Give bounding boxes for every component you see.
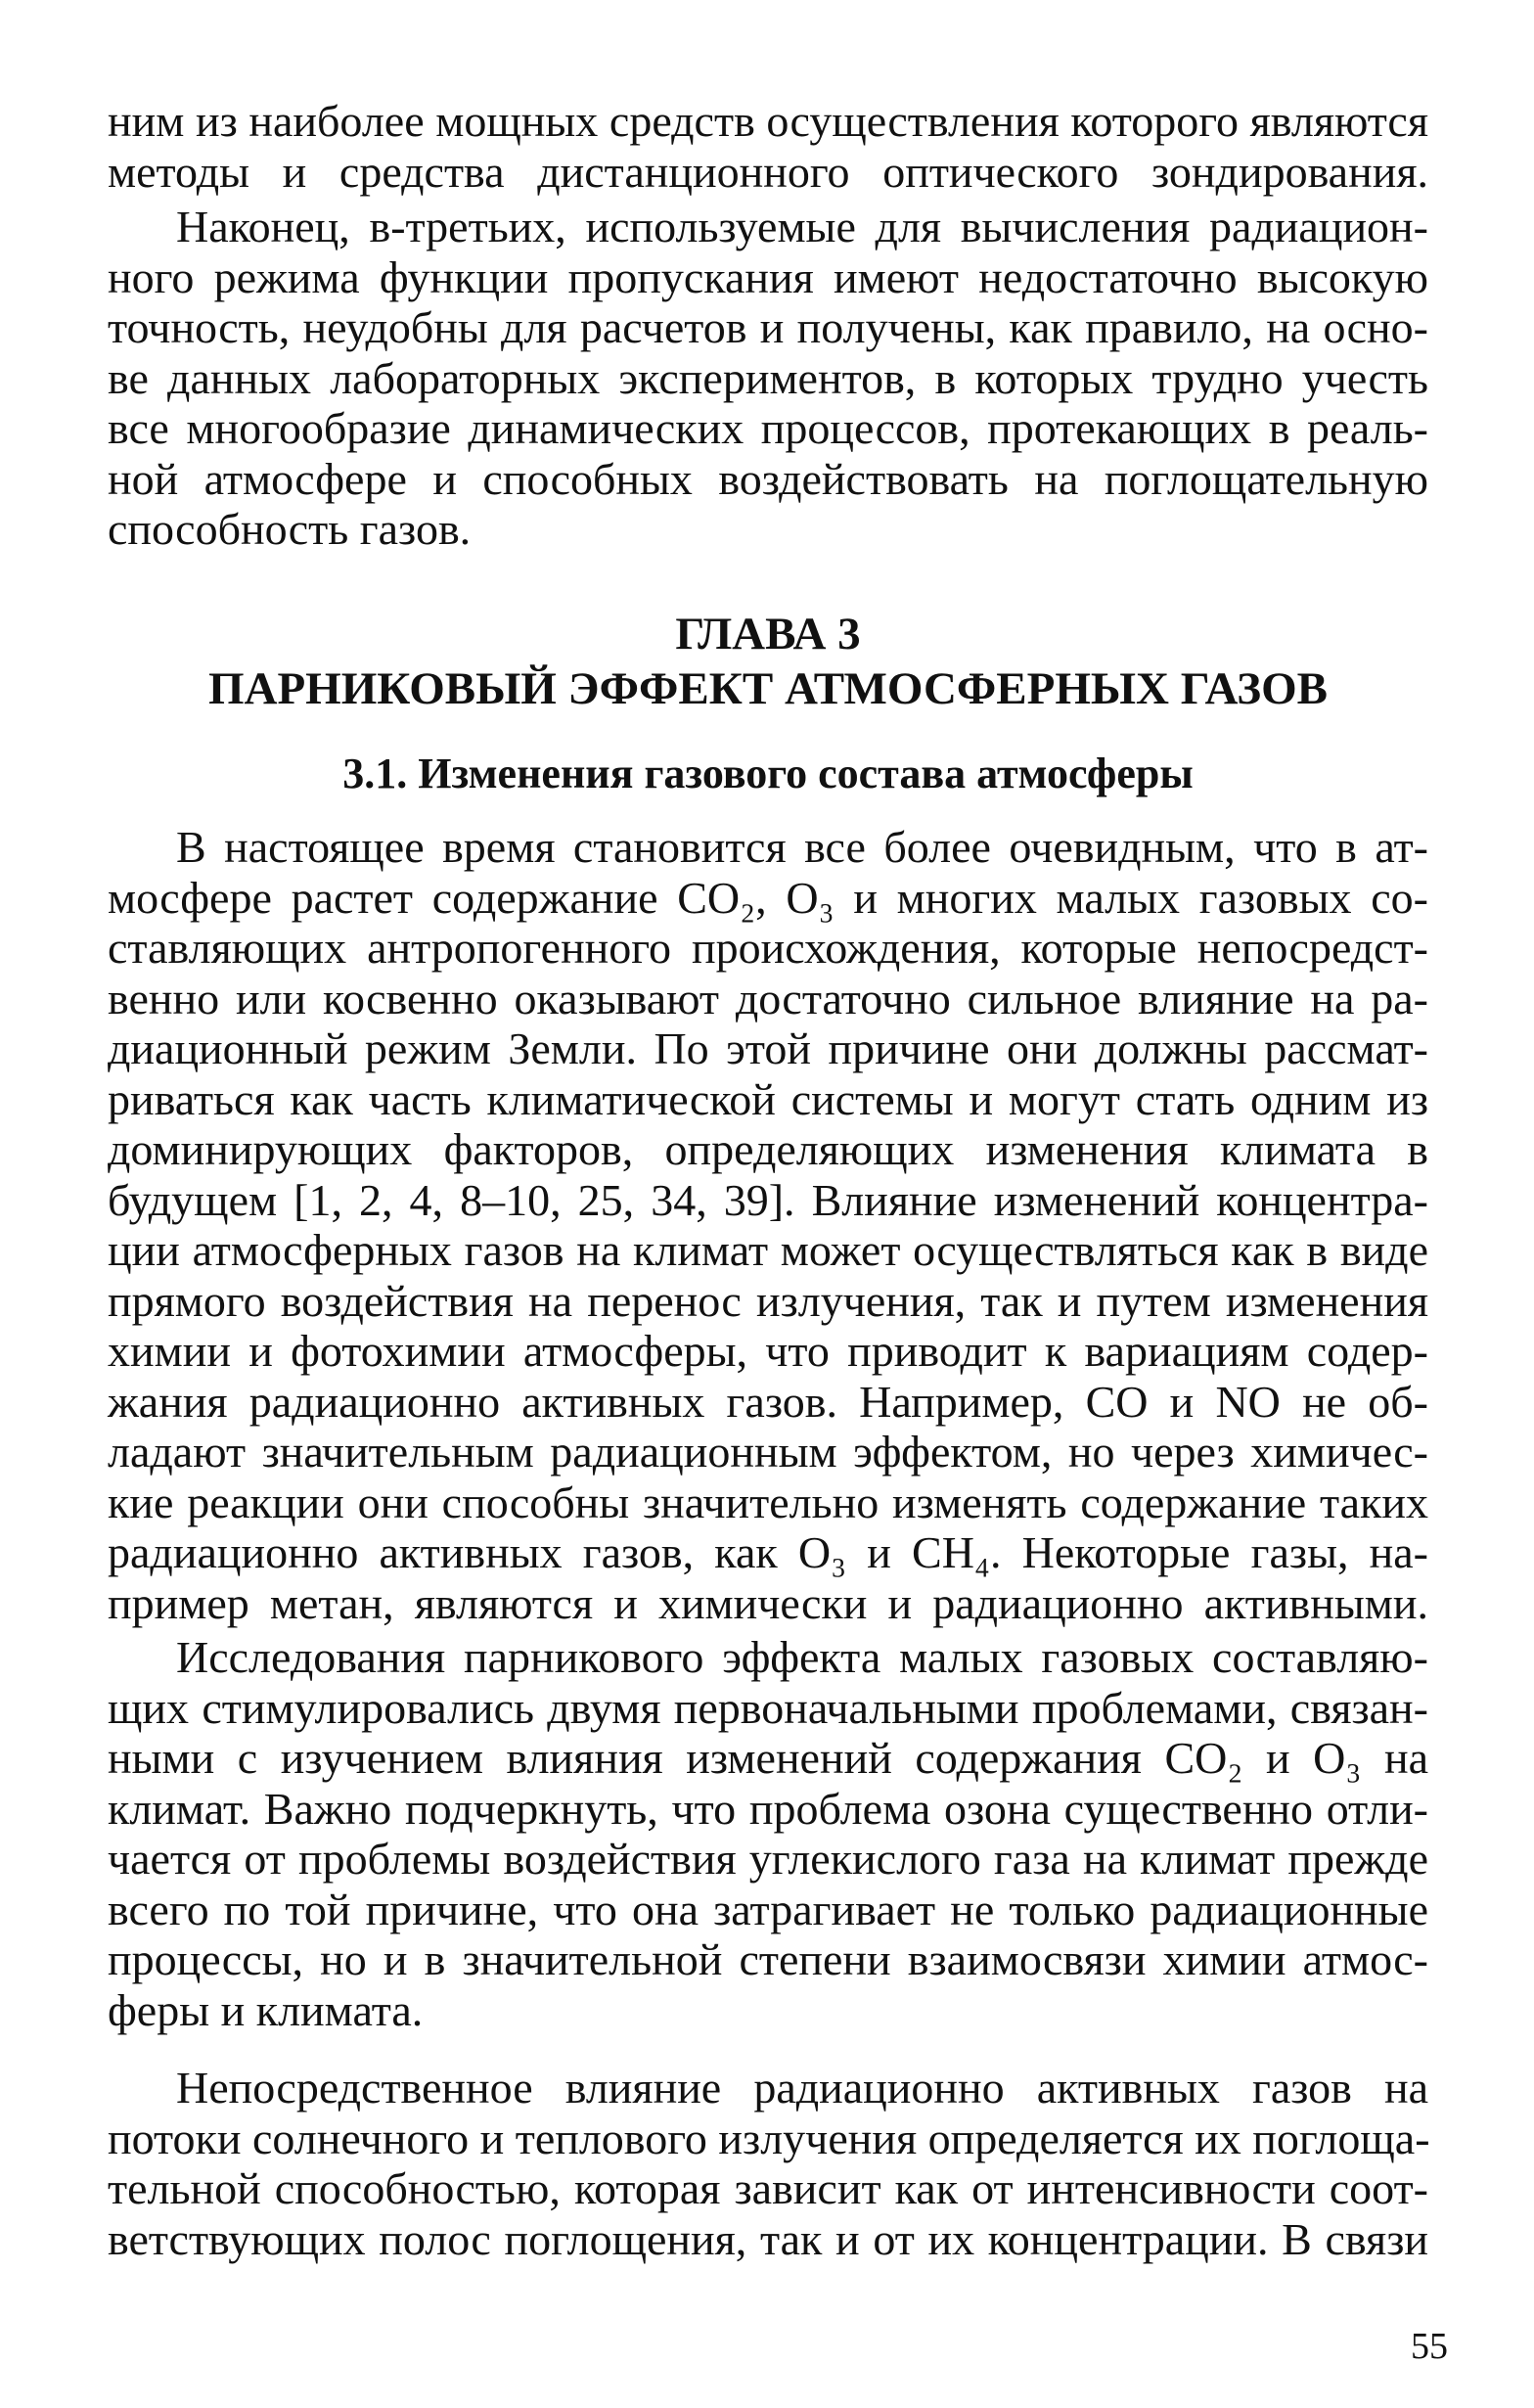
body-paragraph-2-line: ными с изучением влияния изменений содержания CO₂ и O₃ на xyxy=(108,1733,1428,1783)
body-paragraph-1-line: жания радиационно активных газов. Например, CO и NO не об- xyxy=(108,1376,1428,1427)
body-paragraph-3-line: потоки солнечного и теплового излучения определяется их поглоща- xyxy=(108,2113,1430,2163)
intro-paragraph-2-line: все многообразие динамических процессов, протекающих в реаль- xyxy=(108,403,1428,453)
intro-paragraph-1-line: методы и средства дистанционного оптического зондирования. xyxy=(108,146,1428,197)
body-paragraph-1-line: ции атмосферных газов на климат может осуществляться как в виде xyxy=(108,1225,1428,1275)
chapter-label: ГЛАВА 3 xyxy=(675,609,861,659)
body-paragraph-1-line: мосфере растет содержание CO₂, O₃ и многих малых газовых со- xyxy=(108,872,1428,923)
body-paragraph-1-line: прямого воздействия на перенос излучения, так и путем изменения xyxy=(108,1275,1428,1326)
body-paragraph-1-line: пример метан, являются и химически и радиационно активными. xyxy=(108,1577,1428,1628)
chapter-title: ПАРНИКОВЫЙ ЭФФЕКТ АТМОСФЕРНЫХ ГАЗОВ xyxy=(207,663,1329,714)
body-paragraph-1-line: радиационно активных газов, как O₃ и CH₄. Некоторые газы, на- xyxy=(108,1527,1428,1577)
intro-paragraph-2-line: способность газов. xyxy=(108,504,472,554)
intro-paragraph-1-line: ним из наиболее мощных средств осуществления которого являются xyxy=(108,96,1428,146)
body-paragraph-1-line: венно или косвенно оказывают достаточно сильное влияние на ра- xyxy=(108,973,1428,1023)
body-paragraph-1-line: диационный режим Земли. По этой причине они должны рассмат- xyxy=(108,1023,1428,1073)
body-paragraph-3-line: Непосредственное влияние радиационно активных газов на xyxy=(176,2063,1428,2113)
intro-paragraph-2-line: ного режима функции пропускания имеют недостаточно высокую xyxy=(108,251,1428,302)
body-paragraph-1-line: ладают значительным радиационным эффектом, но через химичес- xyxy=(108,1427,1428,1477)
body-paragraph-2-line: Исследования парникового эффекта малых газовых составляю- xyxy=(176,1632,1428,1682)
intro-paragraph-2-line: ве данных лабораторных экспериментов, в которых трудно учесть xyxy=(108,352,1428,403)
section-heading: 3.1. Изменения газового состава атмосферы xyxy=(342,750,1194,797)
body-paragraph-3-line: тельной способностью, которая зависит как от интенсивности соот- xyxy=(108,2163,1428,2213)
body-paragraph-2-line: феры и климата. xyxy=(108,1984,424,2035)
intro-paragraph-2-line: ной атмосфере и способных воздействовать на поглощательную xyxy=(108,453,1428,504)
body-paragraph-1-line: кие реакции они способны значительно изменять содержание таких xyxy=(108,1477,1428,1527)
intro-paragraph-2-line: Наконец, в-третьих, используемые для вычисления радиацион- xyxy=(176,202,1428,251)
body-paragraph-2-line: щих стимулировались двумя первоначальными проблемами, связан- xyxy=(108,1682,1428,1733)
body-paragraph-2-line: чается от проблемы воздействия углекислого газа на климат прежде xyxy=(108,1834,1428,1884)
intro-paragraph-2-line: точность, неудобны для расчетов и получены, как правило, на осно- xyxy=(108,302,1428,352)
page-number: 55 xyxy=(1411,2326,1448,2367)
body-paragraph-2-line: климат. Важно подчеркнуть, что проблема озона существенно отли- xyxy=(108,1783,1428,1834)
body-paragraph-1-line: ставляющих антропогенного происхождения, которые непосредст- xyxy=(108,923,1428,973)
body-paragraph-3-line: ветствующих полос поглощения, так и от их концентрации. В связи xyxy=(108,2213,1428,2264)
body-paragraph-1-line: доминирующих факторов, определяющих изменения климата в xyxy=(108,1124,1428,1174)
body-paragraph-1-line: риваться как часть климатической системы и могут стать одним из xyxy=(108,1073,1428,1124)
body-paragraph-1-line: В настоящее время становится все более очевидным, что в ат- xyxy=(176,822,1428,872)
body-paragraph-2-line: всего по той причине, что она затрагивает не только радиационные xyxy=(108,1884,1428,1934)
body-paragraph-1-line: будущем [1, 2, 4, 8–10, 25, 34, 39]. Влияние изменений концентра- xyxy=(108,1174,1428,1225)
body-paragraph-1-line: химии и фотохимии атмосферы, что приводит к вариациям содер- xyxy=(108,1326,1428,1376)
body-paragraph-2-line: процессы, но и в значительной степени взаимосвязи химии атмос- xyxy=(108,1934,1428,1984)
